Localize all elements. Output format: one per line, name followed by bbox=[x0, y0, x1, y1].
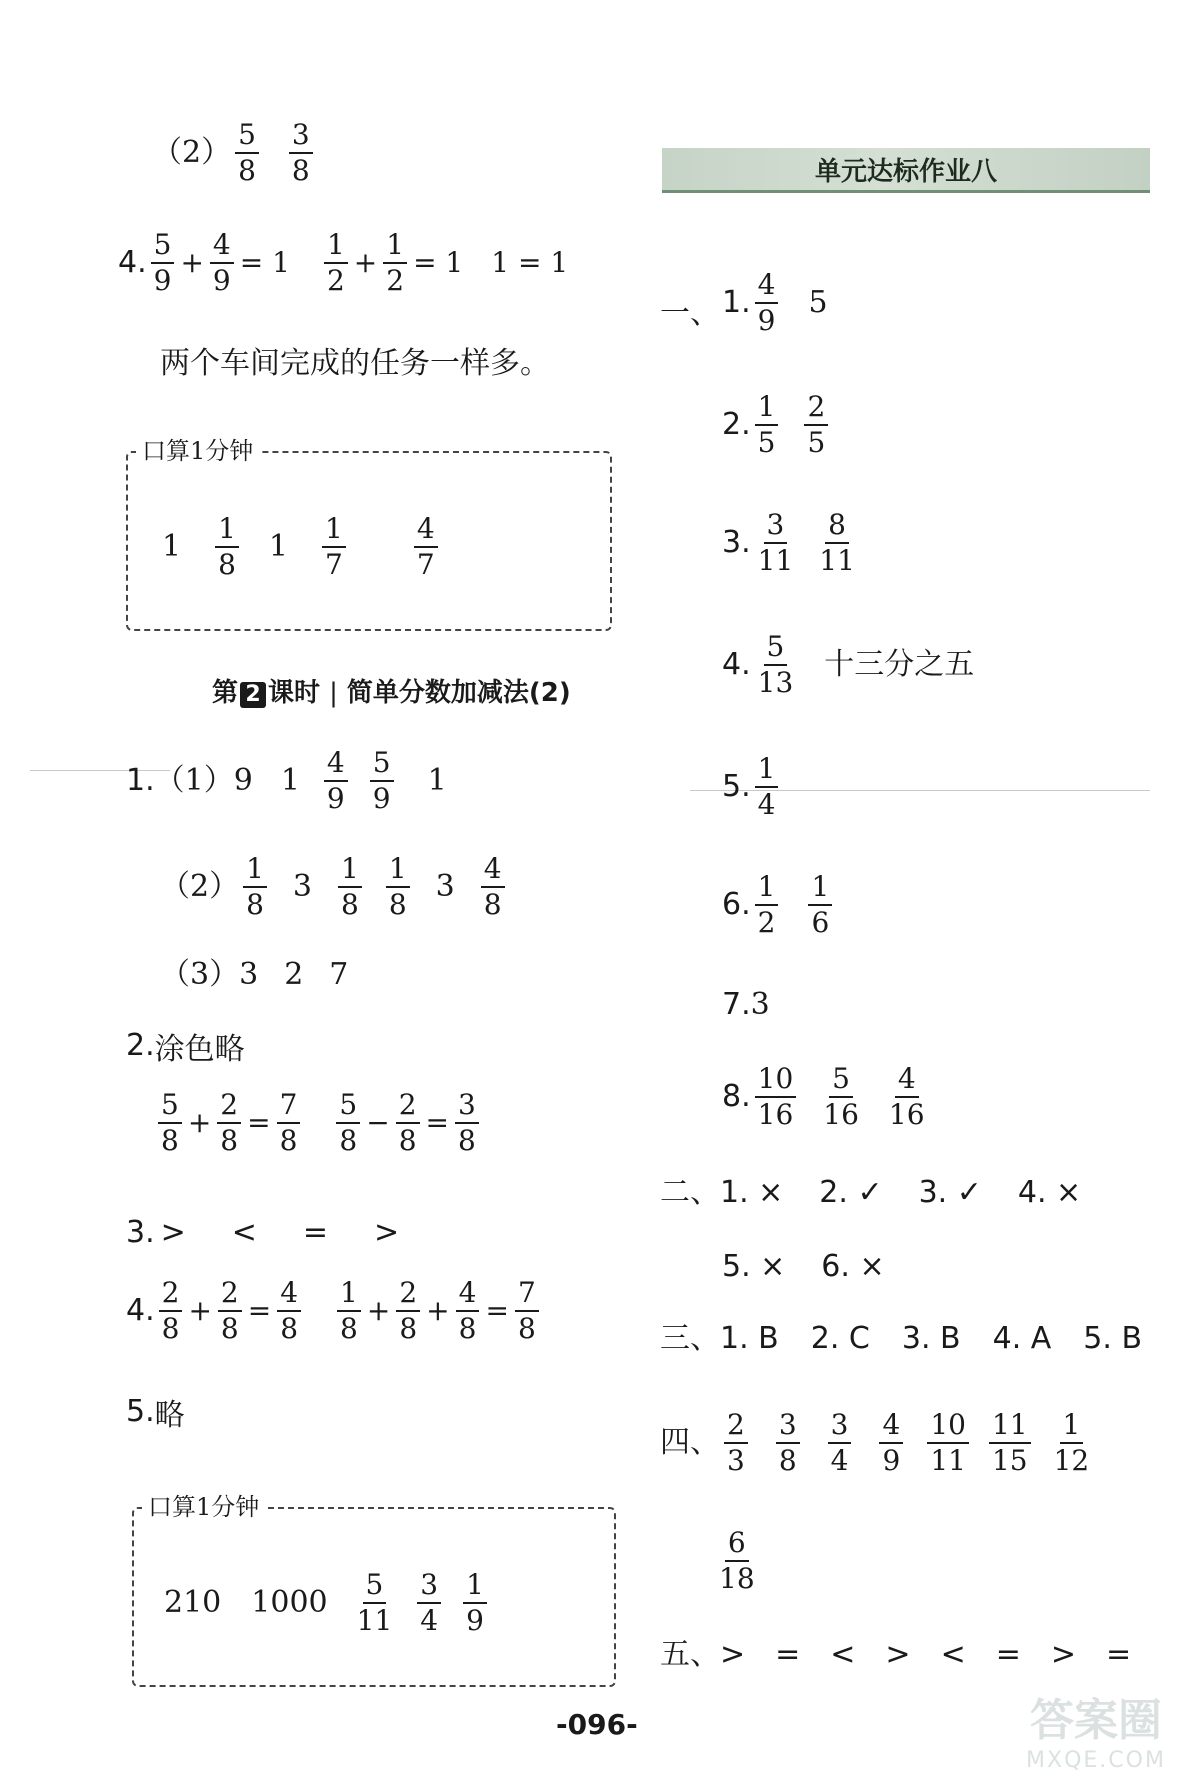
fraction: $\frac{7}{8}$ bbox=[515, 1276, 539, 1346]
fraction: $\frac{5}{13}$ bbox=[757, 630, 794, 699]
fraction: $\frac{4}{9}$ bbox=[755, 268, 779, 338]
section-3-row: 三、 1. B 2. C 3. B 4. A 5. B bbox=[660, 1321, 1143, 1356]
section-2-row-2: 5. × 6. × bbox=[722, 1249, 885, 1284]
section-2-row-1: 二、 1. × 2. ✓ 3. ✓ 4. × bbox=[660, 1175, 1082, 1210]
fraction: $\frac{5}{8}$ bbox=[158, 1088, 182, 1158]
fraction: $\frac{1}{7}$ bbox=[322, 512, 346, 582]
oral-calc-title: 口算1分钟 bbox=[142, 1487, 265, 1522]
fraction: $\frac{1}{6}$ bbox=[808, 870, 832, 940]
section-1-item-3: 3. $\frac{3}{11}$ $\frac{8}{11}$ bbox=[722, 508, 862, 578]
fraction: $\frac{1}{12}$ bbox=[1053, 1408, 1090, 1477]
fraction: $\frac{4}{9}$ bbox=[324, 746, 348, 816]
lesson-answer-4: 4. $\frac{2}{8}$ + $\frac{2}{8}$ = $\frac{4}{8}$ $\frac{1}{8}$ + $\frac{2}{8}$ + $\frac{4}{8}$ = $\frac{7}{8}$ bbox=[126, 1276, 543, 1346]
answer-3-2 bbox=[152, 118, 317, 188]
sub-label: （2） bbox=[152, 135, 232, 170]
fraction: $\frac{1}{5}$ bbox=[755, 390, 779, 460]
oral-calc-answers-1: 1 $\frac{1}{8}$ 1 $\frac{1}{7}$ $\frac{4}{7}$ bbox=[162, 512, 442, 582]
unit-banner: 单元达标作业八 bbox=[662, 148, 1150, 193]
fraction: $\frac{4}{9}$ bbox=[210, 228, 234, 298]
fraction: $\frac{4}{7}$ bbox=[414, 512, 438, 582]
answer-4: 4. $\frac{5}{9}$ + $\frac{4}{9}$ = 1 $\frac{1}{2}$ + $\frac{1}{2}$ = 1 1 = 1 bbox=[118, 228, 569, 297]
lesson-answer-2-equations: $\frac{5}{8}$ + $\frac{2}{8}$ = $\frac{7}{8}$ $\frac{5}{8}$ − $\frac{2}{8}$ = $\frac{3}{8}$ bbox=[154, 1088, 483, 1158]
fraction: $\frac{3}{8}$ bbox=[289, 118, 313, 188]
fraction: $\frac{4}{8}$ bbox=[277, 1276, 301, 1346]
question-number: 1. bbox=[126, 763, 155, 798]
watermark-logo: 答案圈 MXQE.COM bbox=[1026, 1695, 1166, 1773]
fraction: $\frac{10}{11}$ bbox=[927, 1408, 969, 1478]
fraction: $\frac{1}{9}$ bbox=[463, 1568, 487, 1638]
fraction: $\frac{10}{16}$ bbox=[755, 1062, 797, 1132]
fraction: $\frac{5}{11}$ bbox=[356, 1568, 393, 1637]
fraction: $\frac{4}{9}$ bbox=[879, 1408, 903, 1478]
fraction: $\frac{4}{16}$ bbox=[888, 1062, 925, 1131]
fraction: $\frac{2}{5}$ bbox=[804, 390, 828, 460]
equation-result: = 1 bbox=[239, 246, 290, 279]
fraction: $\frac{1}{8}$ bbox=[386, 852, 410, 922]
fraction: $\frac{2}{8}$ bbox=[396, 1088, 420, 1158]
fraction: $\frac{2}{8}$ bbox=[218, 1276, 242, 1346]
fraction: $\frac{1}{2}$ bbox=[324, 228, 348, 298]
section-1-item-6: 6. $\frac{1}{2}$ $\frac{1}{6}$ bbox=[722, 870, 836, 940]
fraction: $\frac{3}{4}$ bbox=[828, 1408, 852, 1478]
fraction: $\frac{2}{8}$ bbox=[159, 1276, 183, 1346]
fraction: $\frac{2}{8}$ bbox=[396, 1276, 420, 1346]
fraction: $\frac{1}{8}$ bbox=[337, 1276, 361, 1346]
fraction: $\frac{3}{8}$ bbox=[455, 1088, 479, 1158]
section-1-heading: 一、 bbox=[660, 296, 720, 331]
fraction: $\frac{2}{3}$ bbox=[724, 1408, 748, 1478]
equation-tail: 1 = 1 bbox=[491, 246, 569, 279]
oral-calc-title: 口算1分钟 bbox=[136, 431, 259, 466]
section-4-row: 四、 $\frac{2}{3}$ $\frac{3}{8}$ $\frac{3}{4}$ $\frac{4}{9}$ $\frac{10}{11}$ $\frac{11}{15}$ $\frac{1}{12}$ bbox=[660, 1408, 1096, 1478]
fraction: $\frac{3}{4}$ bbox=[417, 1568, 441, 1638]
section-4-row-2 bbox=[712, 1526, 762, 1596]
fraction: $\frac{1}{8}$ bbox=[338, 852, 362, 922]
page-number: -096- bbox=[556, 1708, 638, 1741]
fraction: $\frac{5}{9}$ bbox=[370, 746, 394, 816]
fraction: $\frac{1}{2}$ bbox=[755, 870, 779, 940]
section-1-item-8: 8. $\frac{10}{16}$ $\frac{5}{16}$ $\frac{4}{16}$ bbox=[722, 1062, 932, 1132]
section-1-item-5: 5. $\frac{1}{4}$ bbox=[722, 752, 782, 822]
lesson-answer-5: 5. 略 bbox=[126, 1394, 185, 1433]
equation-result: = 1 bbox=[413, 246, 464, 279]
fraction: $\frac{4}{8}$ bbox=[456, 1276, 480, 1346]
fraction: $\frac{5}{16}$ bbox=[823, 1062, 859, 1131]
lesson-title: 第 2 课时 | 简单分数加减法(2) bbox=[212, 678, 571, 708]
lesson-answer-1-2: （2） $\frac{1}{8}$ 3 $\frac{1}{8}$ $\frac{1}{8}$ 3 $\frac{4}{8}$ bbox=[160, 852, 509, 922]
fraction: $\frac{8}{11}$ bbox=[819, 508, 855, 577]
lesson-number-badge: 2 bbox=[240, 682, 266, 708]
section-1-item-1: 1. $\frac{4}{9}$ 5 bbox=[722, 268, 828, 337]
fraction: $\frac{1}{8}$ bbox=[215, 512, 239, 582]
oral-calc-answers-2: 210 1000 $\frac{5}{11}$ $\frac{3}{4}$ $\frac{1}{9}$ bbox=[164, 1568, 491, 1638]
lesson-answer-3: 3. > < = > bbox=[126, 1215, 400, 1250]
fraction: $\frac{3}{11}$ bbox=[757, 508, 794, 577]
fraction: $\frac{3}{8}$ bbox=[776, 1408, 800, 1478]
section-1-item-4: 4. $\frac{5}{13}$ 十三分之五 bbox=[722, 630, 975, 699]
fraction: $\frac{5}{8}$ bbox=[235, 118, 259, 188]
lesson-answer-1-3: （3）3 2 7 bbox=[160, 957, 349, 992]
fraction: $\frac{7}{8}$ bbox=[277, 1088, 301, 1158]
fraction: $\frac{2}{8}$ bbox=[217, 1088, 241, 1158]
fraction: $\frac{4}{8}$ bbox=[481, 852, 505, 922]
fraction: $\frac{1}{4}$ bbox=[755, 752, 779, 822]
fraction: $\frac{6}{18}$ bbox=[719, 1526, 755, 1595]
fraction: $\frac{5}{8}$ bbox=[336, 1088, 360, 1158]
fraction: $\frac{1}{8}$ bbox=[243, 852, 267, 922]
fraction: $\frac{5}{9}$ bbox=[151, 228, 175, 298]
fraction: $\frac{1}{2}$ bbox=[383, 228, 407, 298]
lesson-answer-1-1: 1. （1）9 1 $\frac{4}{9}$ $\frac{5}{9}$ 1 bbox=[126, 746, 447, 815]
fraction: $\frac{11}{15}$ bbox=[989, 1408, 1031, 1478]
section-1-item-2: 2. $\frac{1}{5}$ $\frac{2}{5}$ bbox=[722, 390, 832, 460]
section-1-item-7: 7. 3 bbox=[722, 987, 770, 1022]
lesson-answer-2: 2. 涂色略 bbox=[126, 1028, 245, 1067]
answer-4-conclusion: 两个车间完成的任务一样多。 bbox=[160, 346, 550, 381]
question-number: 4. bbox=[118, 245, 147, 280]
section-5-row: 五、 > = < > < = > = bbox=[660, 1637, 1132, 1672]
